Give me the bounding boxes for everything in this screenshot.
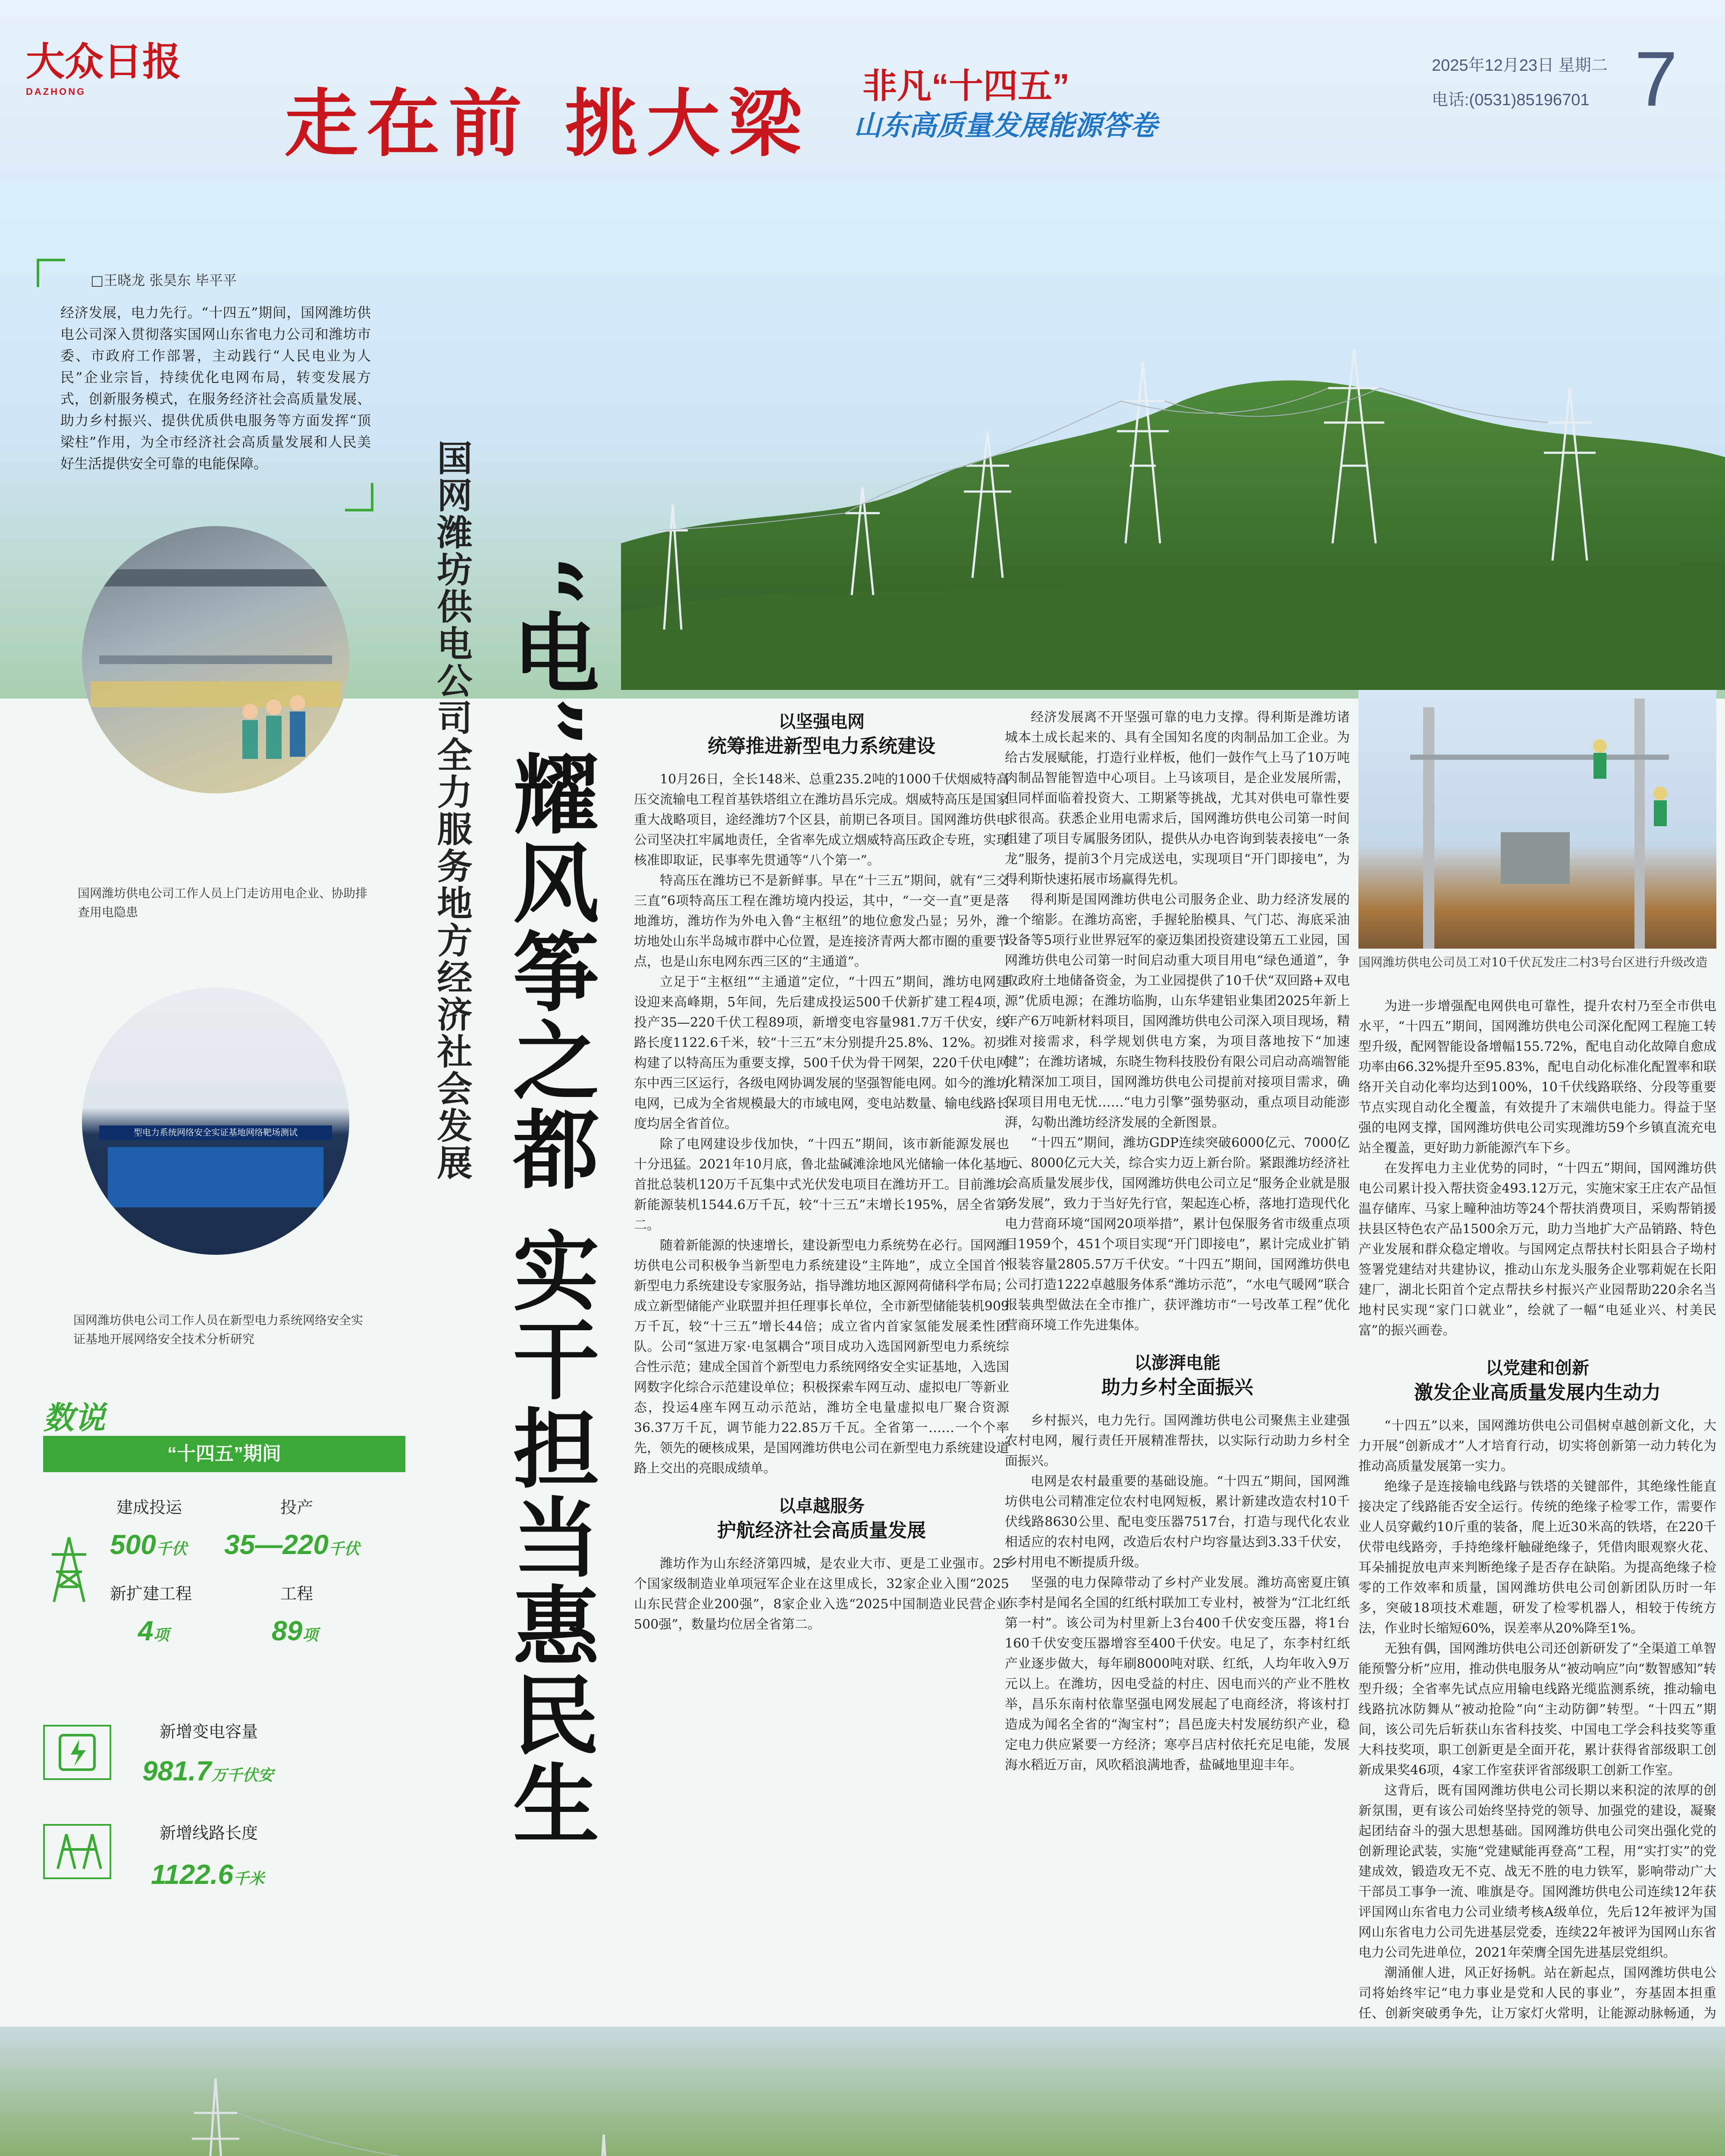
paragraph: 坚强的电力保障带动了乡村产业发展。潍坊高密夏庄镇东李村是闻名全国的红纸村联加工专业村，被誉为“江北红纸第一村”。该公司为村里新上3台400千伏安变压器，将1台160千伏安变压器增容至400千伏安。电足了，东李村红纸产业逐步做大，每年刷8000吨对联、红纸，人均年收入9万元以上。在潍坊，因电受益的村庄、因电而兴的产业不胜枚举，昌乐东南村依靠坚强电网发展起了电商经济，将该村打造成为闻名全省的“淘宝村”；昌邑庞夫村发展纺织产业，稳定电力供应紧要一方经济；寒亭吕店村依托充足电能，发展海水稻近万亩，风吹稻浪满地香，盐碱地里迎丰年。 (1005, 1575, 1350, 1773)
section-subheading: 助力乡村全面振兴 (1101, 1376, 1253, 1398)
landscape-photo (0, 2027, 1725, 2156)
paragraph: 在发挥电力主业优势的同时，“十四五”期间，国网潍坊供电公司累计投入帮扶资金493.12万元，实施宋家王庄农产品恒温存储库、马家上疃种油坊等24个帮扶消费项目，采购帮销援扶县区特色农产品1500余万元，助力当地扩大产品销路、特色产业发展和群众稳定增收。与国网定点帮扶村长阳县合子坳村签署党建结对共建协议，推动山东龙头服务企业鄂莉妮在长阳建厂，湖北长阳首个定点帮扶乡村振兴产业园帮助220余名当地村民实现“家门口就业”，绘就了一幅“电延业兴、村美民富”的振兴画卷。 (1358, 1161, 1716, 1338)
intro-frame-corner (37, 259, 65, 287)
section-heading: 以坚强电网 (778, 711, 865, 732)
stat-value: 35—220千伏 (224, 1529, 360, 1560)
article-column-2 (1005, 707, 1350, 1775)
paragraph: 乡村振兴，电力先行。国网潍坊供电公司聚焦主业建强农村电网，履行责任开展精准帮扶，以实际行动助力乡村全面振兴。 (1005, 1413, 1350, 1469)
paragraph: 除了电网建设步伐加快，“十四五”期间，该市新能源发展也十分迅猛。2021年10月底，鲁北盐碱滩涂地风光储输一体化基地首批总装机120万千瓦集中式光伏发电项目在潍坊开工。目前潍坊新能源装机1544.6万千瓦，较“十三五”末增长195%，居全省第二。 (634, 1137, 1009, 1233)
paragraph: 立足于“主枢纽”“主通道”定位，“十四五”期间，潍坊电网建设迎来高峰期，5年间，先后建成投运500千伏新扩建工程4项，投产35—220千伏工程89项，新增变电容量981.7万千伏安，线路长度1122.6千米，较“十三五”末分别提升25.8%、12%。初步构建了以特高压为重要支撑，500千伏为骨干网架，220千伏电网东中西三区运行，各级电网协调发展的坚强智能电网。如今的潍坊电网，已成为全省规模最大的市域电网，变电站数量、输电线路长度均居全省首位。 (634, 975, 1009, 1131)
mountain-towers-photo (621, 302, 1725, 690)
page-header (0, 0, 1725, 181)
stats-period: “十四五”期间 (43, 1436, 405, 1472)
intro-frame-corner (345, 483, 373, 511)
series-subtitle: 山东高质量发展能源答卷 (854, 110, 1157, 141)
photo-caption: 国网潍坊供电公司工作人员上门走访用电企业、协助排查用电隐患 (78, 886, 368, 919)
paragraph: 为进一步增强配电网供电可靠性，提升农村乃至全市供电水平，“十四五”期间，国网潍坊供电公司深化配网工程施工转型升级，配网智能设备增幅155.72%，配电自动化故障自愈成功率由66.32%提升至95.83%，配电自动化标准化配置率和联络开关自动化率均达到100%，10千伏线路联络、分段等重要节点实现自动化全覆盖，有效提升了末端供电能力。得益于坚强的电网支撑，国网潍坊供电公司实现潍坊59个乡镇直流充电站全覆盖，更好助力新能源汽车下乡。 (1358, 999, 1716, 1156)
section-subheading: 护航经济社会高质量发展 (717, 1520, 926, 1542)
pole-scene (1358, 690, 1716, 949)
paragraph: “十四五”以来，国网潍坊供电公司倡树卓越创新文化，大力开展“创新成才”人才培育行动，切实将创新第一动力转化为推动高质量发展第一实力。 (1358, 1418, 1716, 1474)
page-number: 7 (1634, 36, 1678, 122)
factory-scene (82, 526, 349, 793)
article-subtitle: 国网潍坊供电公司全力服务地方经济社会发展 (431, 440, 473, 1181)
stat-value: 89项 (272, 1615, 318, 1646)
screen-banner: 型电力系统网络安全实证基地网络靶场测试 (99, 1125, 332, 1140)
stat-value: 500千伏 (110, 1529, 187, 1560)
section-heading: 以党建和创新 (1486, 1358, 1589, 1378)
paragraph: 这背后，既有国网潍坊供电公司长期以来积淀的浓厚的创新氛围，更有该公司始终坚持党的领导、加强党的建设，凝聚起团结奋斗的强大思想基础。国网潍坊供电公司突出强化党的创新理论武装，实施“党建赋能再登高”工程，用“实打实”的党建成效，锻造攻无不克、战无不胜的电力铁军，影响带动广大干部员工事争一流、唯旗是夺。国网潍坊供电公司连续12年获评国网山东省电力公司业绩考核A级单位，先后12年被评为国网山东省电力公司先进基层党委，连续22年被评为国网山东省电力公司先进单位，2021年荣膺全国先进基层党组织。 (1358, 1783, 1716, 1960)
pole-workers-photo (1358, 690, 1716, 949)
article-title: “电”耀风筝之都 实干担当惠民生 (499, 556, 600, 1848)
factory-photo (82, 526, 349, 793)
paragraph: 绝缘子是连接输电线路与铁塔的关键部件，其绝缘性能直接决定了线路能否安全运行。传统的绝缘子检零工作，需要作业人员穿戴约10斤重的装备，爬上近30米高的铁塔，在220千伏带电线路旁，手持绝缘杆触碰绝缘子，凭借肉眼观察火花、耳朵捕捉放电声来判断绝缘子是否存在缺陷。为提高绝缘子检零的工作效率和质量，国网潍坊供电公司创新团队历时一年多，突破18项技术难题，研发了检零机器人，相较于传统方法，作业时长缩短60%，误差率从20%降至1%。 (1358, 1479, 1716, 1636)
stat-label: 建成投运 (116, 1499, 182, 1517)
power-line-icon (45, 1826, 110, 1877)
section-subheading: 激发企业高质量发展内生动力 (1414, 1382, 1661, 1404)
stat-label: 工程 (280, 1585, 314, 1603)
paragraph: “十四五”期间，潍坊GDP连续突破6000亿元、7000亿元、8000亿元大关，综合实力迈上新台阶。紧跟潍坊经济社会高质量发展步伐，国网潍坊供电公司立足“服务企业就是服务发展”，致力于当好先行官，架起连心桥，落地打造现代化电力营商环境“国网20项举措”，累计包保服务省市级重点项目1959个，451个项目实现“开门即接电”，累计完成业扩销报装容量2805.57万千伏安。“十四五”期间，国网潍坊供电公司打造1222卓越服务体系“潍坊示范”，“水电气暖网”联合报装典型做法在全市推广，获评潍坊市“一号改革工程”优化营商环境工作先进集体。 (1005, 1135, 1350, 1333)
photo-caption: 国网潍坊供电公司员工对10千伏瓦发庄二村3号台区进行升级改造 (1358, 955, 1708, 969)
video-wall (108, 1147, 323, 1207)
paragraph: 得利斯是国网潍坊供电公司服务企业、助力经济发展的一个缩影。在潍坊高密，手握轮胎模具、气门芯、海底采油设备等5项行业世界冠军的豪迈集团投资建设第五工业园，国网潍坊供电公司第一时间启动重大项目用电“绿色通道”，争取政府土地储备资金，为工业园提供了10千伏“双回路+双电源”优质电源；在潍坊临朐，山东华建铝业集团2025年新上年产6万吨新材料项目，国网潍坊供电公司深入项目现场，精准对接需求，科学规划供电方案，为项目落地按下“加速键”；在潍坊诸城，东晓生物科技股份有限公司启动高端智能化精深加工项目，国网潍坊供电公司提前对接项目需求，确保项目用电无忧……“电力引擎”强势驱动，重点项目动能澎湃，勾勒出潍坊经济发展的全新图景。 (1005, 892, 1350, 1130)
article-column-1 (634, 711, 1009, 1635)
section-heading: 以澎湃电能 (1134, 1353, 1220, 1373)
stats-title: 数说 (43, 1401, 106, 1435)
farmland-scene (0, 2027, 1337, 2156)
stat-value: 981.7万千伏安 (142, 1755, 274, 1786)
newspaper-logo (26, 30, 181, 97)
stat-label: 新扩建工程 (110, 1585, 192, 1603)
byline: □王晓龙 张昊东 毕平平 (91, 272, 237, 288)
section-subheading: 统筹推进新型电力系统建设 (708, 735, 935, 757)
capacity-icon-frame (43, 1725, 111, 1780)
contact-phone: 电话:(0531)85196701 (1432, 91, 1590, 109)
issue-date: 2025年12月23日 星期二 (1432, 56, 1608, 75)
paragraph: 潮涌催人进，风正好扬帆。站在新起点，国网潍坊供电公司将始终牢记“电力事业是党和人民的事业”，夯基固本担重任、创新突破勇争先，让万家灯火常明，让能源动脉畅通，为 (1358, 1965, 1716, 2021)
stat-label: 新增变电容量 (160, 1723, 258, 1741)
article-column-3 (1358, 996, 1716, 2044)
paragraph: 无独有偶，国网潍坊供电公司还创新研发了“全渠道工单智能预警分析”应用，推动供电服务从“被动响应”向“数智感知”转型升级；全省率先试点应用输电线路光缆监测系统，推动输电线路抗冰防舞从“被动抢险”向“主动防御”转型。“十四五”期间，该公司先后斩获山东省科技奖、中国电工学会科技奖等重大科技奖项，职工创新更是全面开花，累计获得省部级职工创新成果奖46项，4家工作室获评省部级职工创新工作室。 (1358, 1641, 1716, 1778)
paragraph: 特高压在潍坊已不是新鲜事。早在“十三五”期间，就有“三交三直”6项特高压工程在潍坊境内投运，其中，“一交一直”更是落地潍坊，潍坊作为外电入鲁“主枢纽”的地位愈发凸显；另外，潍坊地处山东半岛城市群中心位置，是连接济青两大都市圈的重要节点，也是山东电网东西三区的“主通道”。 (634, 873, 1009, 969)
photo-caption: 国网潍坊供电公司工作人员在新型电力系统网络安全实证基地开展网络安全技术分析研究 (73, 1313, 364, 1346)
series-slogan: 走在前 挑大梁 (285, 81, 811, 167)
stat-label: 新增线路长度 (160, 1824, 258, 1843)
paragraph: 经济发展离不开坚强可靠的电力支撑。得利斯是潍坊诸城本土成长起来的、具有全国知名度的肉制品加工企业。为给古发展赋能，打造行业样板，他们一鼓作气上马了10万吨肉制品智能智造中心项目。上马该项目，是企业发展所需，但同样面临着投资大、工期紧等挑战，尤其对供电可靠性要求很高。获悉企业用电需求后，国网潍坊供电公司第一时间组建了项目专属服务团队，提供从办电咨询到装表接电“一条龙”服务，提前3个月完成送电，实现项目“开门即接电”，为得利斯快速拓展市场赢得先机。 (1005, 710, 1350, 887)
control-room-photo (82, 987, 349, 1255)
paragraph: 电网是农村最重要的基础设施。“十四五”期间，国网潍坊供电公司精准定位农村电网短板，累计新建改造农村10千伏线路8630公里、配电变压器7517台，打造与现代化农业相适应的农村电网，改造后农村户均容量达到3.33千伏安，乡村用电不断提质升级。 (1005, 1474, 1350, 1570)
line-length-icon-frame (43, 1824, 111, 1879)
paragraph: 随着新能源的快速增长，建设新型电力系统势在必行。国网潍坊供电公司积极争当新型电力系统建设“主阵地”，成立全国首个新型电力系统建设专家服务站，指导潍坊地区源网荷储科学布局；成立新型储能产业联盟并担任理事长单位，全市新型储能装机909万千瓦，较“十三五”增长44倍；成立省内首家氢能发展柔性团队。公司“氢进万家·电氢耦合”项目成功入选国网新型电力系统综合性示范；建成全国首个新型电力系统网络安全实证基地，入选国网数字化综合示范建设单位；积极探索车网互动、虚拟电厂等新业态，投运4座车网互动示范站，潍坊全电量虚拟电厂聚合资源36.37万千瓦，调节能力22.85万千瓦。全省第一……一个个率先，领先的硬核成果，是国网潍坊供电公司在新型电力系统建设道路上交出的亮眼成绩单。 (634, 1238, 1009, 1476)
series-title: 非凡“十四五” (862, 67, 1070, 105)
stat-value: 4项 (138, 1615, 169, 1646)
logo-text: 大众日报 (26, 39, 181, 85)
transmission-tower-icon (43, 1535, 95, 1604)
stat-value: 1122.6千米 (151, 1859, 265, 1890)
logo-subtext: DAZHONG (26, 86, 86, 97)
paragraph: 10月26日，全长148米、总重235.2吨的1000千伏烟威特高压交流输电工程首基铁塔组立在潍坊昌乐完成。烟威特高压是国家重大战略项目，途经潍坊7个区县，前期已各项目。国网潍坊供电公司坚决扛牢属地责任，全省率先成立烟威特高压政企专班，实现核准即取证，民事率先贯通等“八个第一”。 (634, 772, 1009, 868)
stat-label: 投产 (280, 1499, 314, 1517)
battery-icon (45, 1727, 110, 1778)
section-heading: 以卓越服务 (778, 1496, 865, 1516)
paragraph: 潍坊作为山东经济第四城，是农业大市、更是工业强市。25个国家级制造业单项冠军企业在这里成长，32家企业入围“2025山东民营企业200强”，8家企业入选“2025中国制造业民营企业500强”，数量均位居全省第二。 (634, 1556, 1009, 1632)
intro-paragraph: 经济发展，电力先行。“十四五”期间，国网潍坊供电公司深入贯彻落实国网山东省电力公司和潍坊市委、市政府工作部署，主动践行“人民电业为人民”企业宗旨，持续优化电网布局，转变发展方式，创新服务模式，在服务经济社会高质量发展、助力乡村振兴、提供优质供电服务等方面发挥“顶梁柱”作用，为全市经济社会高质量发展和人民美好生活提供安全可靠的电能保障。 (60, 304, 371, 472)
